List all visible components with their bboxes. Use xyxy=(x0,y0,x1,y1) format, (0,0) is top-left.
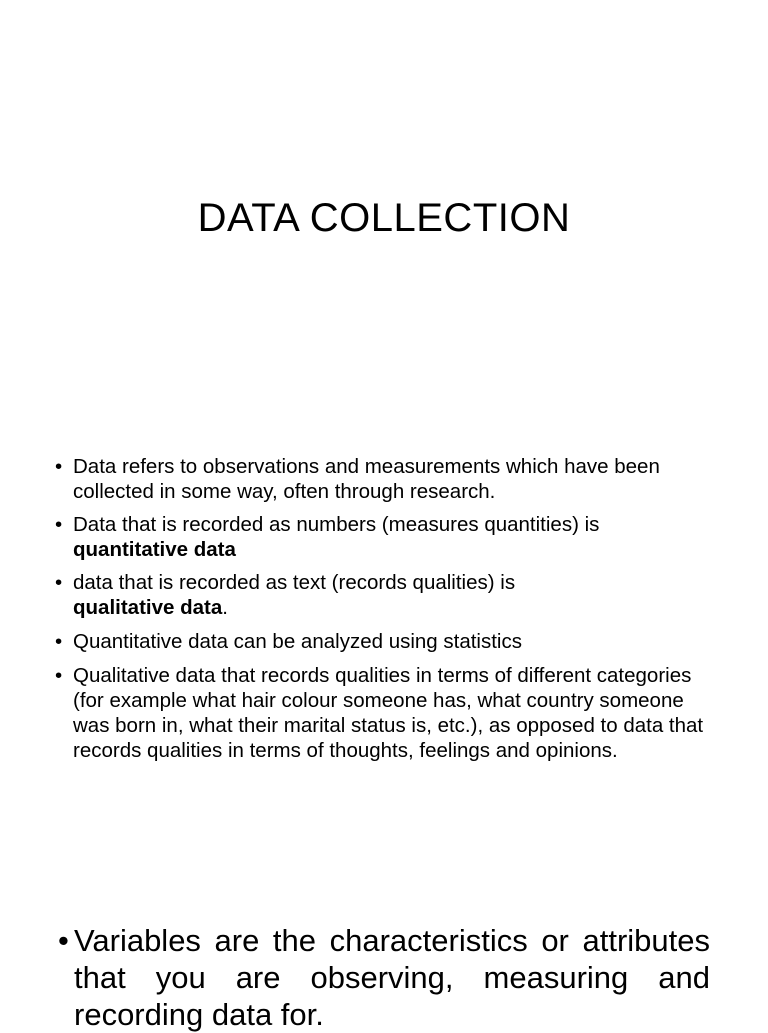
list-item xyxy=(55,454,715,504)
bullet-icon: • xyxy=(55,455,63,478)
list-item xyxy=(55,512,715,562)
bold-term: quantitative data xyxy=(73,538,236,561)
bullet-text: Data refers to observations and measurements which have been collected in some way, often through research. xyxy=(73,455,660,503)
list-item xyxy=(55,570,715,620)
bullet-list xyxy=(55,454,715,771)
variables-paragraph xyxy=(58,922,710,1033)
page-title: DATA COLLECTION xyxy=(197,195,571,240)
variables-text: Variables are the characteristics or attributes that you are observing, measuring and recording data for. xyxy=(74,923,710,1032)
bullet-text: Quantitative data can be analyzed using statistics xyxy=(73,630,522,653)
bullet-icon: • xyxy=(55,571,63,594)
bullet-icon: • xyxy=(55,513,63,536)
bold-term: qualitative data xyxy=(73,596,223,619)
list-item xyxy=(55,629,715,654)
bullet-icon: • xyxy=(58,923,69,958)
bullet-tail: . xyxy=(222,596,228,619)
bullet-text: Qualitative data that records qualities in terms of different categories (for example what hair colour someone has, what country someone was born in, what their marital status is, etc.), as opposed to data that records qualities in terms of thoughts, feelings and opinions. xyxy=(73,664,704,762)
bullet-icon: • xyxy=(55,630,63,653)
bullet-icon: • xyxy=(55,664,63,687)
list-item xyxy=(55,663,715,763)
bullet-text: data that is recorded as text (records qualities) is xyxy=(73,571,516,594)
bullet-text: Data that is recorded as numbers (measures quantities) is xyxy=(73,513,600,536)
